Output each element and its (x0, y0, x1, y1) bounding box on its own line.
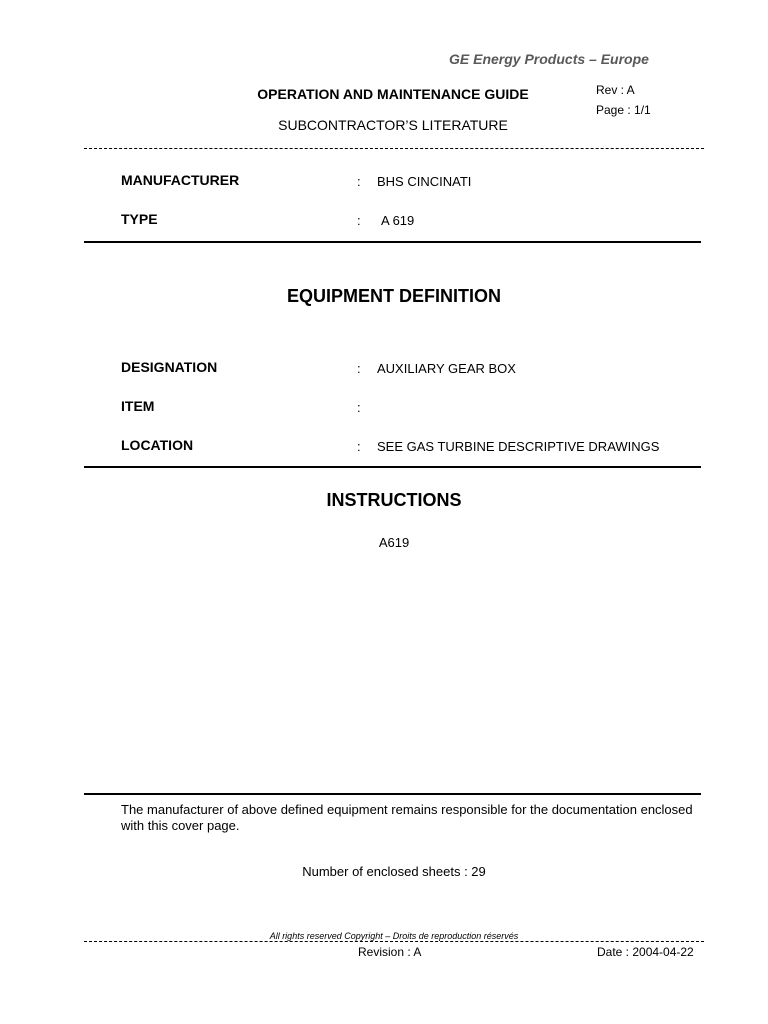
item-label: ITEM (121, 398, 155, 414)
manufacturer-colon: : (357, 174, 361, 189)
guide-title: OPERATION AND MAINTENANCE GUIDE (257, 86, 529, 102)
page-number: Page : 1/1 (596, 103, 651, 117)
responsibility-note: The manufacturer of above defined equipment remains responsible for the documentation enclosed with this cover page. (121, 802, 693, 833)
type-value: A 619 (381, 213, 415, 228)
manufacturer-value: BHS CINCINATI (377, 174, 472, 189)
location-value: SEE GAS TURBINE DESCRIPTIVE DRAWINGS (377, 439, 660, 454)
header-divider (84, 148, 704, 149)
company-name: GE Energy Products – Europe (449, 51, 649, 67)
footer-date: Date : 2004-04-22 (597, 945, 694, 959)
type-colon: : (357, 213, 361, 228)
location-label: LOCATION (121, 437, 194, 453)
instructions-reference: A619 (378, 535, 410, 550)
footer-revision: Revision : A (358, 945, 422, 959)
section-divider (84, 241, 701, 243)
section-divider (84, 466, 701, 468)
item-colon: : (357, 400, 361, 415)
designation-label: DESIGNATION (121, 359, 218, 375)
guide-subtitle: SUBCONTRACTOR’S LITERATURE (278, 117, 508, 133)
footer-divider (84, 793, 701, 795)
copyright-notice: All rights reserved Copyright – Droits de reproduction réservés (269, 931, 519, 941)
location-colon: : (357, 439, 361, 454)
instructions-heading: INSTRUCTIONS (326, 490, 462, 510)
manufacturer-label: MANUFACTURER (121, 172, 240, 188)
type-label: TYPE (121, 211, 158, 227)
enclosed-sheets: Number of enclosed sheets : 29 (302, 864, 486, 879)
equipment-definition-heading: EQUIPMENT DEFINITION (286, 286, 501, 306)
revision-label: Rev : A (596, 83, 635, 97)
footer-dash-divider (84, 941, 704, 942)
designation-colon: : (357, 361, 361, 376)
designation-value: AUXILIARY GEAR BOX (377, 361, 516, 376)
